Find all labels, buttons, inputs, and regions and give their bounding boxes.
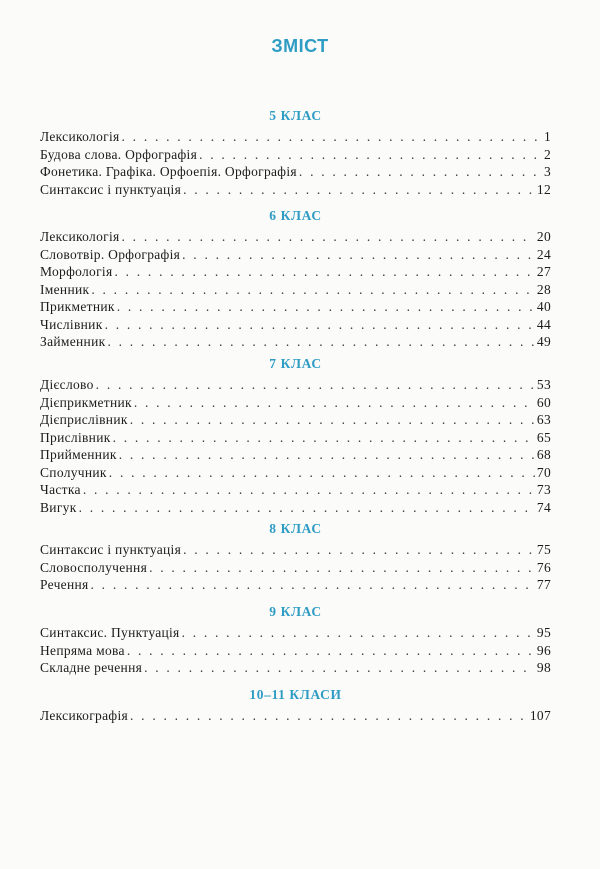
toc-entry-page: 73 <box>536 482 551 497</box>
toc-entry-page: 60 <box>536 394 551 410</box>
toc-entry-title: Дієприкметник <box>40 394 132 410</box>
section-heading: 5 КЛАС <box>269 108 322 123</box>
toc-entry-title: Дієприслівник <box>40 412 128 427</box>
toc-entry[interactable] <box>40 129 551 147</box>
toc-entry-title: Лексикографія <box>40 708 129 723</box>
toc-entry-title: Іменник <box>40 281 90 297</box>
dot-leader <box>119 447 535 463</box>
toc-entry-page: 49 <box>536 334 551 349</box>
toc-entry[interactable] <box>40 560 551 578</box>
toc-entry-title: Складне речення <box>40 660 143 675</box>
toc-entry[interactable] <box>40 264 551 282</box>
section-grade-10-11 <box>40 684 551 726</box>
toc-entry[interactable] <box>40 625 551 643</box>
dot-leader <box>114 264 534 280</box>
dot-leader <box>183 542 535 558</box>
toc-entry-page: 12 <box>536 181 551 197</box>
dot-leader <box>107 334 534 350</box>
toc-entry-title: Лексикологія <box>40 229 120 244</box>
dot-leader <box>149 560 535 576</box>
toc-entry-title: Будова слова. Орфографія <box>40 146 198 162</box>
toc-entry[interactable] <box>40 317 551 335</box>
toc-entry-page: 77 <box>536 577 551 592</box>
toc-entry-title: Займенник <box>40 334 106 349</box>
toc-entry[interactable] <box>40 542 551 560</box>
toc-entry-title: Синтаксис і пунктуація <box>40 542 182 557</box>
toc-entry[interactable] <box>40 229 551 247</box>
toc-entry[interactable] <box>40 465 551 483</box>
section-grade-7 <box>40 353 551 517</box>
toc-entry[interactable] <box>40 412 551 430</box>
dot-leader <box>183 182 535 198</box>
toc-entry-title: Словотвір. Орфографія <box>40 246 181 262</box>
toc-entry[interactable] <box>40 643 551 661</box>
dot-leader <box>134 395 535 411</box>
toc-entry-title: Числівник <box>40 316 103 332</box>
toc-entry-page: 98 <box>536 660 551 675</box>
toc-entry-page: 20 <box>536 229 551 244</box>
toc-entry-page: 44 <box>536 316 551 332</box>
section-heading: 10–11 КЛАСИ <box>249 687 342 702</box>
toc-entry-page: 76 <box>536 559 551 575</box>
section-grade-5 <box>40 105 551 199</box>
toc-entry-title: Прикметник <box>40 299 115 314</box>
toc-entry[interactable] <box>40 660 551 678</box>
dot-leader <box>117 299 535 315</box>
section-grade-8 <box>40 518 551 595</box>
toc-entry-title: Дієслово <box>40 377 94 392</box>
toc-entry-title: Непряма мова <box>40 642 125 658</box>
section-heading: 8 КЛАС <box>269 521 322 536</box>
toc-entry-page: 107 <box>529 708 551 723</box>
dot-leader <box>182 625 535 641</box>
section-heading: 7 КЛАС <box>269 356 322 371</box>
dot-leader <box>79 500 535 516</box>
dot-leader <box>182 247 535 263</box>
toc-entry[interactable] <box>40 377 551 395</box>
toc-entry-page: 96 <box>536 642 551 658</box>
dot-leader <box>130 412 535 428</box>
toc-entry-title: Сполучник <box>40 464 107 480</box>
dot-leader <box>199 147 542 163</box>
dot-leader <box>130 708 528 724</box>
toc-entry-title: Прийменник <box>40 447 117 462</box>
toc-entry-page: 70 <box>536 464 551 480</box>
page-title: ЗМІСТ <box>271 36 329 56</box>
toc-entry[interactable] <box>40 147 551 165</box>
toc-entry[interactable] <box>40 182 551 200</box>
dot-leader <box>144 660 535 676</box>
toc-entry-title: Синтаксис. Пунктуація <box>40 625 180 640</box>
dot-leader <box>91 577 535 593</box>
toc-entry-title: Речення <box>40 577 89 592</box>
dot-leader <box>105 317 535 333</box>
toc-entry-page: 74 <box>536 499 551 515</box>
toc-entry[interactable] <box>40 164 551 182</box>
dot-leader <box>299 164 542 180</box>
toc-entry-page: 75 <box>536 542 551 557</box>
toc-entry-title: Лексикологія <box>40 129 120 144</box>
toc-entry-page: 53 <box>536 377 551 392</box>
toc-entry-page: 2 <box>543 146 551 162</box>
toc-entry-page: 3 <box>543 164 551 179</box>
toc-entry-title: Морфологія <box>40 264 113 279</box>
toc-entry-page: 24 <box>536 246 551 262</box>
toc-entry-page: 28 <box>536 281 551 297</box>
toc-entry-title: Вигук <box>40 499 77 515</box>
toc-entry-title: Словосполучення <box>40 559 148 575</box>
section-heading: 9 КЛАС <box>269 604 322 619</box>
toc-entry-page: 65 <box>536 429 551 445</box>
dot-leader <box>122 129 542 145</box>
toc-entry-title: Фонетика. Графіка. Орфоепія. Орфографія <box>40 164 297 179</box>
toc-entry-page: 1 <box>543 129 551 144</box>
dot-leader <box>83 482 535 498</box>
toc-entry-page: 40 <box>536 299 551 314</box>
dot-leader <box>91 282 535 298</box>
toc-entry[interactable] <box>40 247 551 265</box>
dot-leader <box>113 430 535 446</box>
section-grade-6 <box>40 205 551 352</box>
toc-entry[interactable] <box>40 395 551 413</box>
toc-entry-title: Синтаксис і пунктуація <box>40 181 182 197</box>
toc-entry[interactable] <box>40 482 551 500</box>
toc-entry[interactable] <box>40 334 551 352</box>
toc-entry[interactable] <box>40 430 551 448</box>
toc-entry-page: 95 <box>536 625 551 640</box>
toc-entry[interactable] <box>40 577 551 595</box>
toc-entry[interactable] <box>40 447 551 465</box>
dot-leader <box>109 465 535 481</box>
toc-entry[interactable] <box>40 299 551 317</box>
toc-entry-page: 68 <box>536 447 551 462</box>
toc-entry[interactable] <box>40 282 551 300</box>
section-grade-9 <box>40 601 551 678</box>
toc-entry-title: Прислівник <box>40 429 111 445</box>
toc-entry-page: 27 <box>536 264 551 279</box>
dot-leader <box>127 643 535 659</box>
dot-leader <box>96 377 535 393</box>
toc-entry-title: Частка <box>40 482 81 497</box>
toc-entry-page: 63 <box>536 412 551 427</box>
toc-entry[interactable] <box>40 708 551 726</box>
dot-leader <box>122 229 535 245</box>
section-heading: 6 КЛАС <box>269 208 322 223</box>
toc-entry[interactable] <box>40 500 551 518</box>
